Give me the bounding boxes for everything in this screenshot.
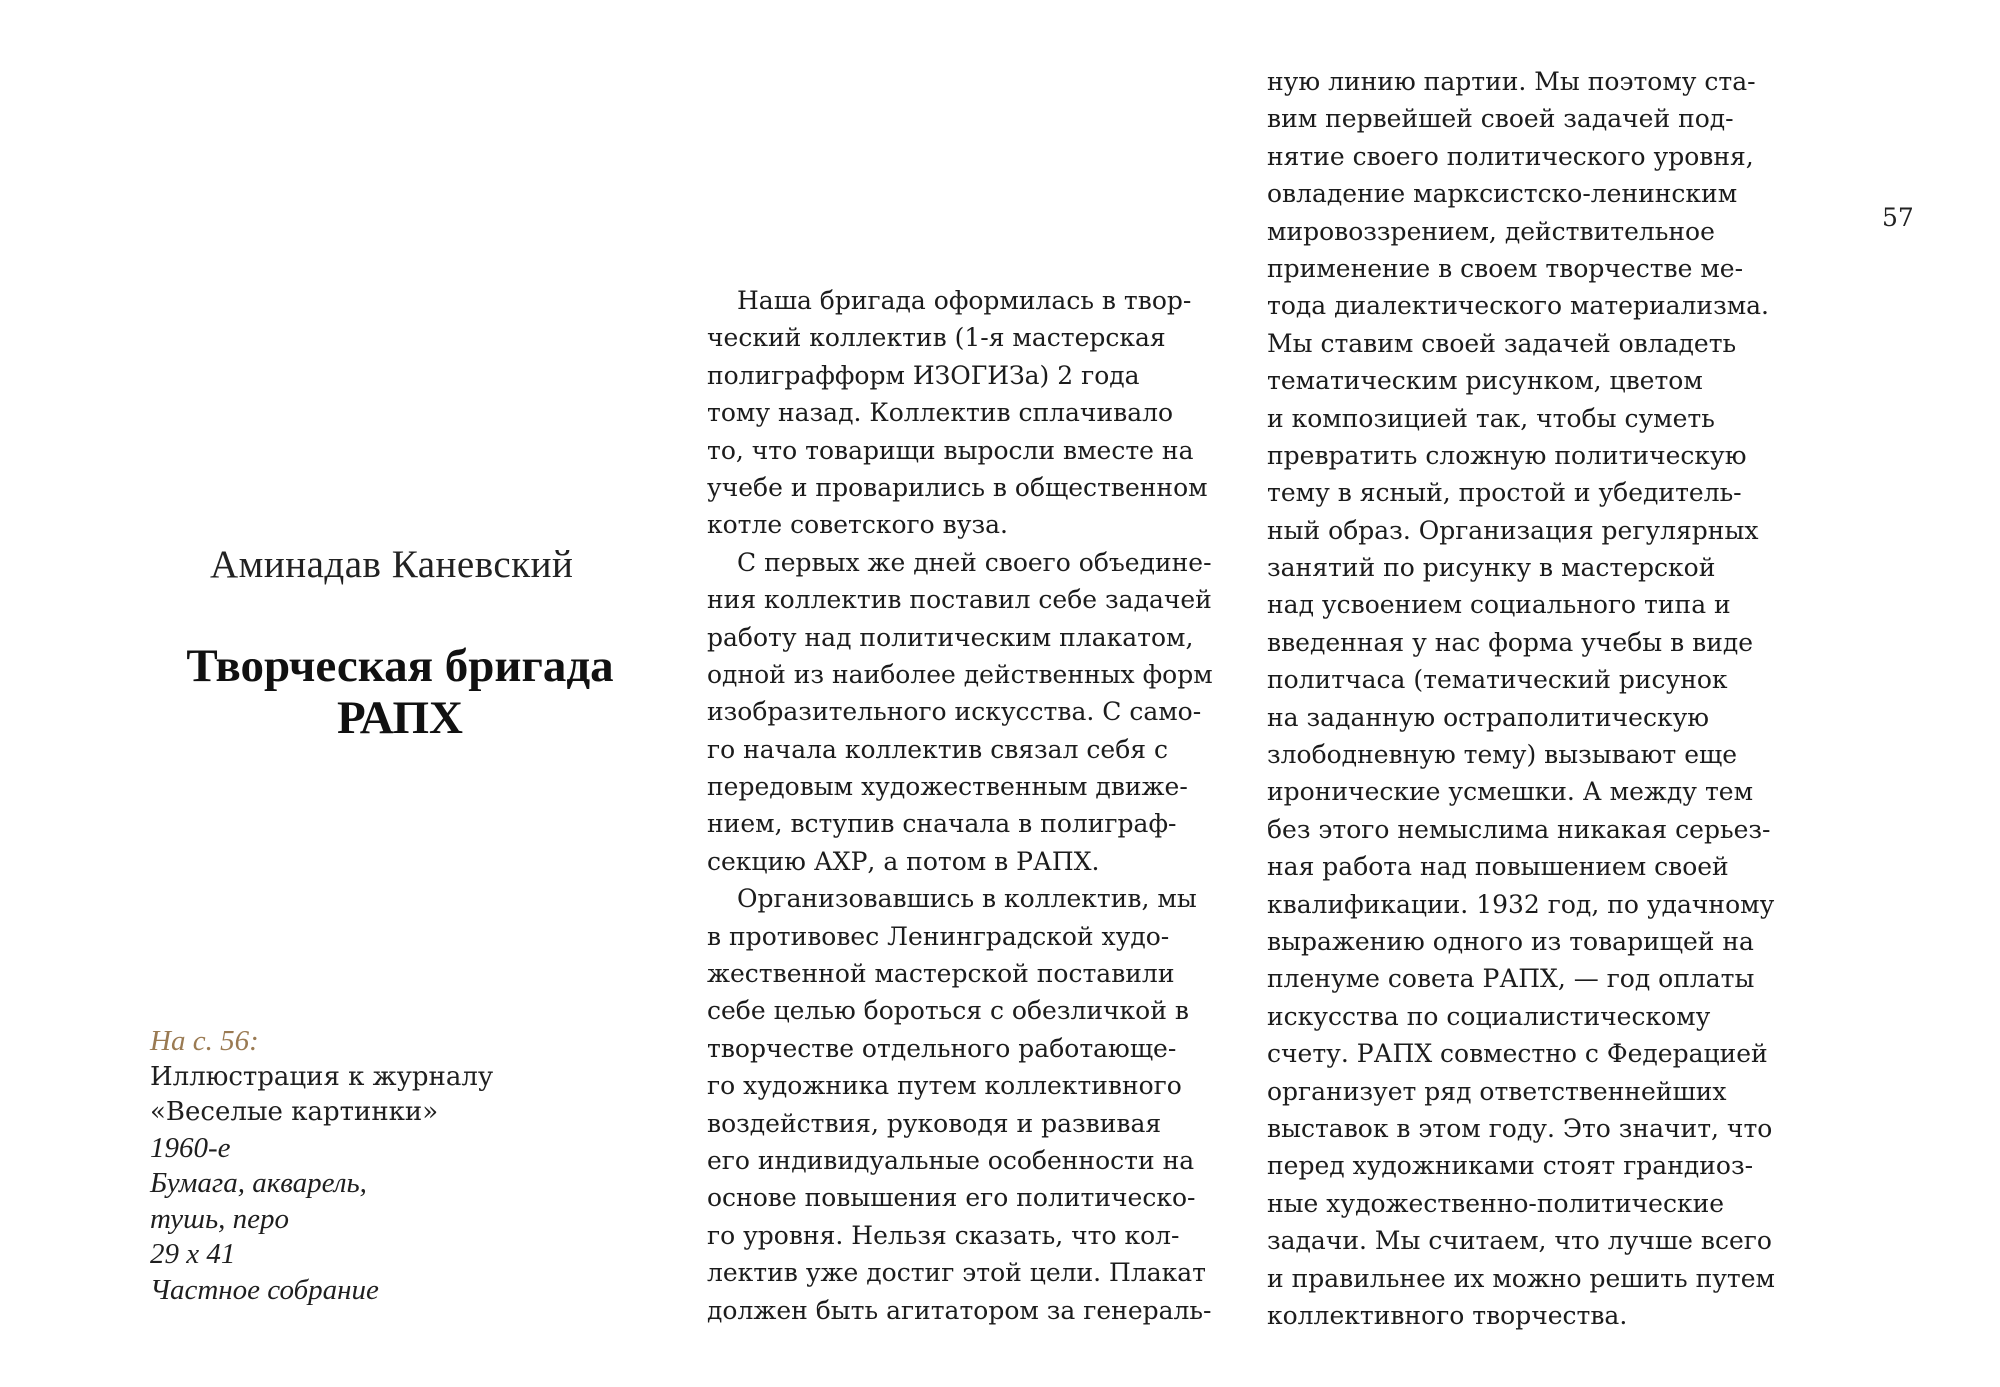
- text-line: злободневную тему) вызывают еще: [1267, 740, 1738, 770]
- caption-line: Частное собрание: [150, 1273, 379, 1306]
- text-line: коллективного творчества.: [1267, 1300, 1628, 1330]
- title-line-2: РАПХ: [337, 692, 463, 744]
- author-name: Аминадав Каневский: [210, 543, 574, 586]
- text-line: работу над политическим плакатом,: [707, 622, 1194, 652]
- text-line: тематическим рисунком, цветом: [1267, 366, 1703, 396]
- text-line: мировоззрением, действительное: [1267, 216, 1715, 246]
- caption-line: 1960-е: [150, 1131, 231, 1164]
- text-line: и правильнее их можно решить путем: [1267, 1263, 1776, 1293]
- text-line: ния коллектив поставил себе задачей: [707, 585, 1212, 615]
- text-line: ческий коллектив (1-я мастерская: [707, 323, 1166, 353]
- text-line: искусства по социалистическому: [1267, 1001, 1711, 1031]
- text-line: иронические усмешки. А между тем: [1267, 777, 1754, 807]
- text-line: перед художниками стоят грандиоз-: [1267, 1151, 1754, 1181]
- text-line: Мы ставим своей задачей овладеть: [1267, 328, 1737, 358]
- text-line: одной из наиболее действенных форм: [707, 659, 1213, 689]
- text-line: ный образ. Организация регулярных: [1267, 515, 1759, 545]
- text-line: жественной мастерской поставили: [707, 959, 1175, 989]
- text-line: и композицией так, чтобы суметь: [1267, 403, 1715, 433]
- text-line: учебе и проварились в общественном: [707, 472, 1208, 502]
- body-column-2: [1267, 63, 1787, 1334]
- text-line: задачи. Мы считаем, что лучше всего: [1267, 1226, 1772, 1256]
- text-line: политчаса (тематический рисунок: [1267, 665, 1728, 695]
- text-line: без этого немыслима никакая серьез-: [1267, 814, 1771, 844]
- text-line: секцию АХР, а потом в РАПХ.: [707, 846, 1100, 876]
- text-line: го уровня. Нельзя сказать, что кол-: [707, 1220, 1180, 1250]
- text-line: тому назад. Коллектив сплачивало: [707, 398, 1174, 428]
- text-line: го художника путем коллективного: [707, 1071, 1182, 1101]
- article-title: [175, 640, 625, 744]
- text-line: квалификации. 1932 год, по удачному: [1267, 889, 1775, 919]
- text-line: счету. РАПХ совместно с Федерацией: [1267, 1039, 1768, 1069]
- text-line: Организовавшись в коллектив, мы: [737, 884, 1197, 914]
- text-line: над усвоением социального типа и: [1267, 590, 1731, 620]
- text-line: организует ряд ответственнейших: [1267, 1076, 1727, 1106]
- text-line: в противовес Ленинградской худо-: [707, 921, 1170, 951]
- text-line: Наша бригада оформилась в твор-: [737, 286, 1192, 315]
- text-line: его индивидуальные особенности на: [707, 1145, 1195, 1175]
- text-line: го начала коллектив связал себя с: [707, 734, 1168, 764]
- text-line: пленуме совета РАПХ, — год оплаты: [1267, 964, 1755, 994]
- text-line: передовым художественным движе-: [707, 772, 1188, 802]
- text-line: воздействия, руководя и развивая: [707, 1108, 1162, 1138]
- text-line: выражению одного из товарищей на: [1267, 926, 1754, 956]
- body-column-1: [707, 282, 1227, 1329]
- caption-line: Бумага, акварель,: [150, 1167, 367, 1199]
- page-number: 57: [1882, 203, 1914, 232]
- text-line: нием, вступив сначала в полиграф-: [707, 809, 1177, 839]
- text-line: ную линию партии. Мы поэтому ста-: [1267, 67, 1756, 96]
- text-line: ные художественно-политические: [1267, 1188, 1725, 1218]
- caption-line: 29 х 41: [150, 1238, 236, 1270]
- text-line: изобразительного искусства. С само-: [707, 697, 1202, 727]
- caption-line: Иллюстрация к журналу: [150, 1061, 494, 1092]
- caption-reference: На с. 56:: [150, 1025, 259, 1057]
- text-line: основе повышения его политическо-: [707, 1183, 1196, 1213]
- text-line: на заданную остраполитическую: [1267, 702, 1710, 732]
- text-line: занятий по рисунку в мастерской: [1267, 553, 1716, 583]
- illustration-caption: [150, 1024, 570, 1308]
- text-line: превратить сложную политическую: [1267, 440, 1747, 470]
- text-line: себе целью бороться с обезличкой в: [707, 996, 1189, 1026]
- text-line: тода диалектического материализма.: [1267, 291, 1770, 321]
- text-line: то, что товарищи выросли вместе на: [707, 435, 1194, 465]
- title-line-1: Творческая бригада: [186, 640, 614, 692]
- text-line: лектив уже достиг этой цели. Плакат: [707, 1258, 1206, 1288]
- text-line: нятие своего политического уровня,: [1267, 141, 1754, 171]
- text-line: творчестве отдельного работающе-: [707, 1033, 1177, 1063]
- text-line: С первых же дней своего объедине-: [737, 547, 1212, 577]
- text-line: котле советского вуза.: [707, 510, 1008, 540]
- text-line: введенная у нас форма учебы в виде: [1267, 627, 1754, 657]
- text-line: должен быть агитатором за генераль-: [707, 1295, 1212, 1325]
- text-line: вим первейшей своей задачей под-: [1267, 104, 1734, 134]
- text-line: полиграфформ ИЗОГИЗа) 2 года: [707, 360, 1140, 390]
- text-line: тему в ясный, простой и убедитель-: [1267, 478, 1742, 508]
- caption-line: «Веселые картинки»: [150, 1097, 439, 1127]
- text-line: ная работа над повышением своей: [1267, 852, 1729, 882]
- text-line: овладение марксистско-ленинским: [1267, 179, 1738, 209]
- text-line: выставок в этом году. Это значит, что: [1267, 1113, 1773, 1143]
- text-line: применение в своем творчестве ме-: [1267, 253, 1744, 283]
- caption-line: тушь, перо: [150, 1202, 290, 1235]
